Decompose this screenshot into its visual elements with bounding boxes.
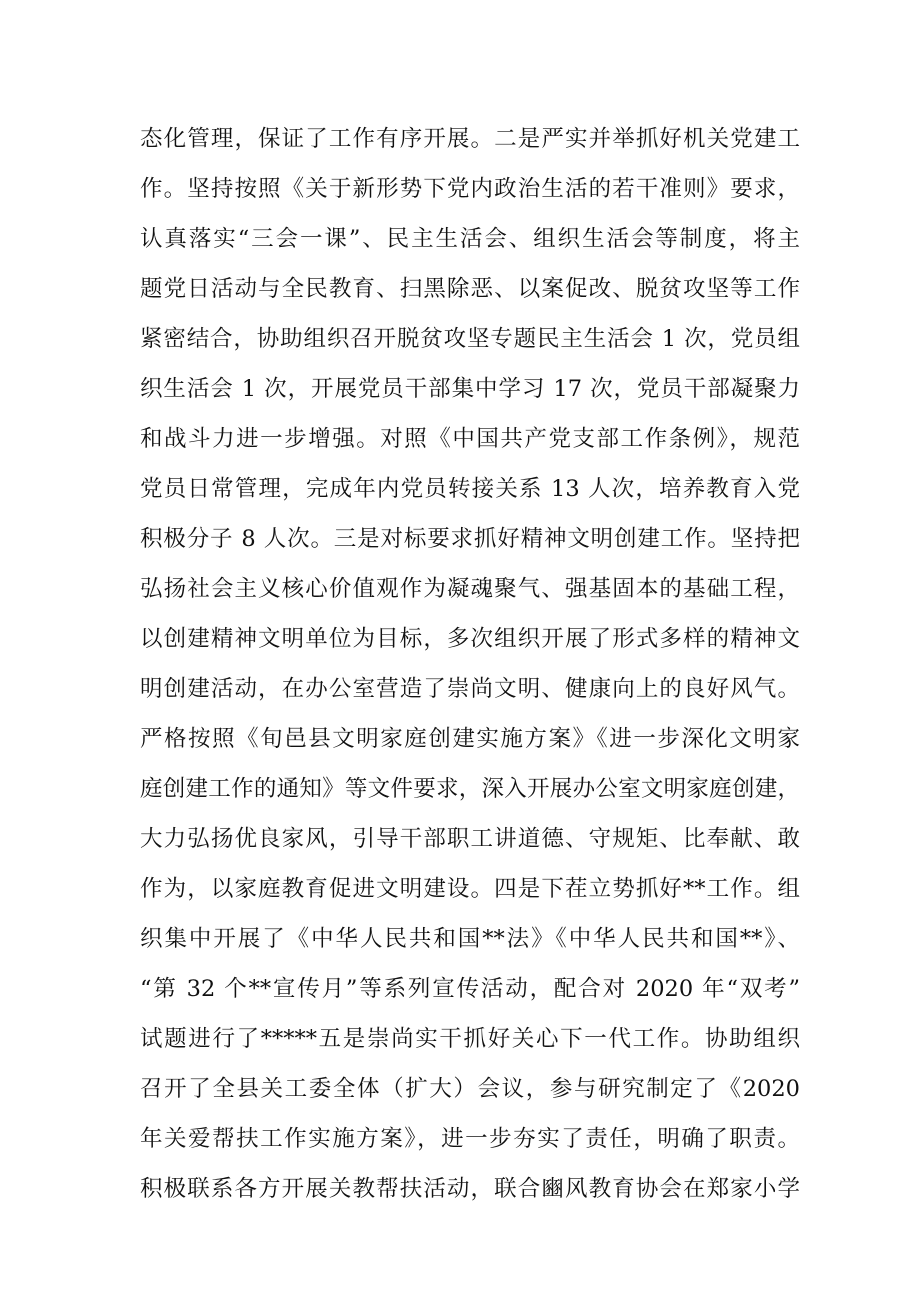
text-line-2: 作。坚持按照《关于新形势下党内政治生活的若干准则》要求， (140, 176, 800, 202)
text-line-16: 作为，以家庭教育促进文明建设。四是下茬立势抓好**工作。组 (140, 876, 800, 902)
text-line-7: 和战斗力进一步增强。对照《中国共产党支部工作条例》，规范 (140, 426, 800, 452)
text-line-19: 试题进行了*****五是崇尚实干抓好关心下一代工作。协助组织 (140, 1026, 800, 1052)
text-line-18: “第 32 个**宣传月”等系列宣传活动，配合对 2020 年“双考” (140, 976, 800, 1002)
text-line-21: 年关爱帮扶工作实施方案》，进一步夯实了责任，明确了职责。 (140, 1126, 800, 1152)
text-line-1: 态化管理，保证了工作有序开展。二是严实并举抓好机关党建工 (140, 126, 800, 152)
body-text (140, 114, 800, 1214)
text-line-6: 织生活会 1 次，开展党员干部集中学习 17 次，党员干部凝聚力 (140, 376, 800, 402)
text-line-22: 积极联系各方开展关教帮扶活动，联合豳风教育协会在郑家小学 (140, 1176, 800, 1202)
text-line-8: 党员日常管理，完成年内党员转接关系 13 人次，培养教育入党 (140, 476, 800, 502)
text-line-9: 积极分子 8 人次。三是对标要求抓好精神文明创建工作。坚持把 (140, 526, 800, 552)
text-line-5: 紧密结合，协助组织召开脱贫攻坚专题民主生活会 1 次，党员组 (140, 326, 800, 352)
text-line-12: 明创建活动，在办公室营造了崇尚文明、健康向上的良好风气。 (140, 676, 800, 702)
text-line-3: 认真落实“三会一课”、民主生活会、组织生活会等制度，将主 (140, 226, 800, 252)
text-line-17: 织集中开展了《中华人民共和国**法》《中华人民共和国**》、 (140, 926, 800, 952)
text-line-14: 庭创建工作的通知》等文件要求，深入开展办公室文明家庭创建， (140, 776, 800, 802)
text-line-20: 召开了全县关工委全体（扩大）会议，参与研究制定了《2020 (140, 1076, 800, 1102)
text-line-15: 大力弘扬优良家风，引导干部职工讲道德、守规矩、比奉献、敢 (140, 826, 800, 852)
text-line-11: 以创建精神文明单位为目标，多次组织开展了形式多样的精神文 (140, 626, 800, 652)
text-line-10: 弘扬社会主义核心价值观作为凝魂聚气、强基固本的基础工程， (140, 576, 800, 602)
text-line-4: 题党日活动与全民教育、扫黑除恶、以案促改、脱贫攻坚等工作 (140, 276, 800, 302)
text-line-13: 严格按照《旬邑县文明家庭创建实施方案》《进一步深化文明家 (140, 726, 800, 752)
